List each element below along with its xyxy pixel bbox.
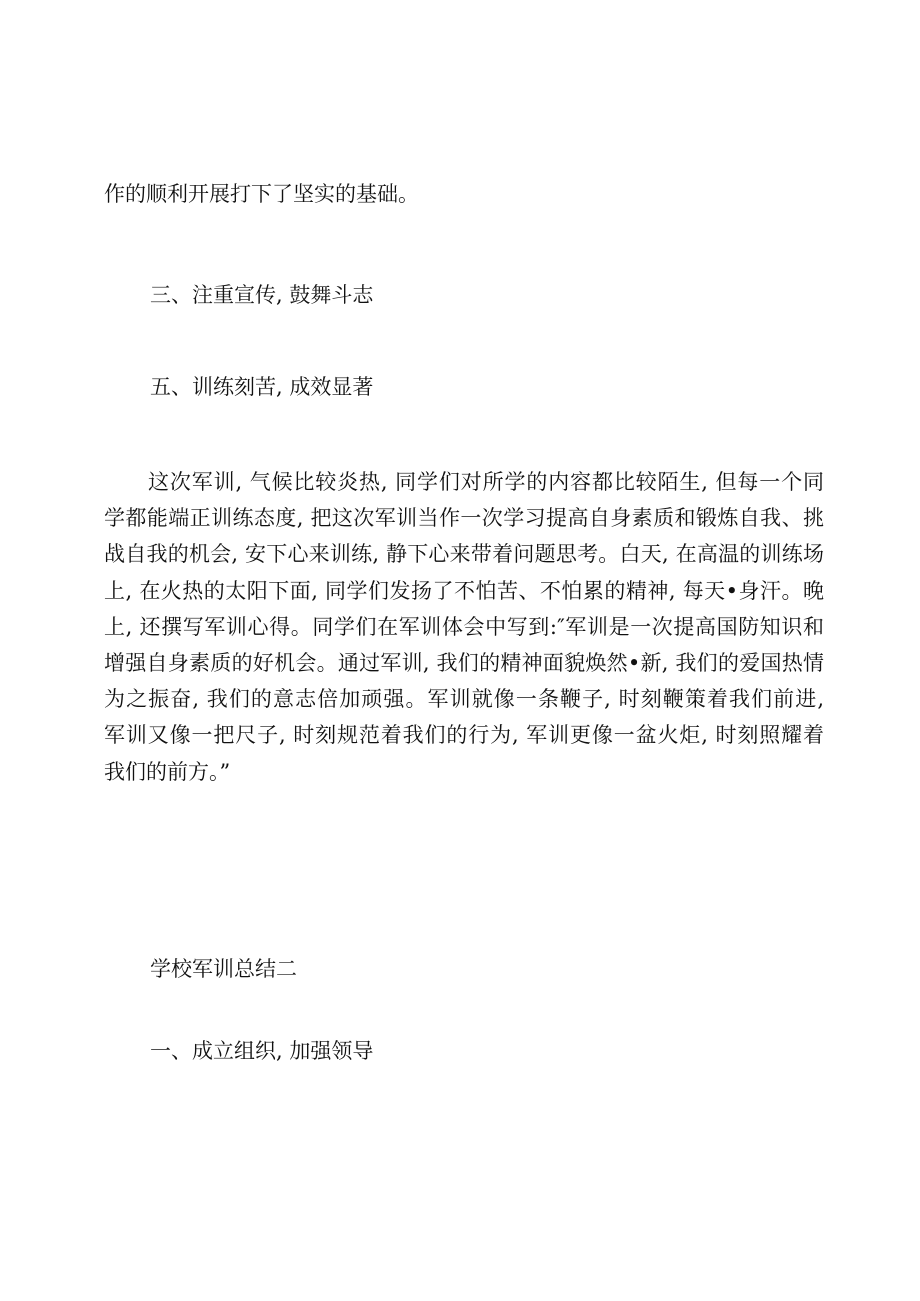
paragraph-line: 上, 还撰写军训心得。同学们在军训体会中写到:″军训是一次提高国防知识和: [104, 614, 824, 639]
paragraph-line: 增强自身素质的好机会。通过军训, 我们的精神面貌焕然•新, 我们的爱国热情: [104, 650, 824, 675]
paragraph-line: 军训又像一把尺子, 时刻规范着我们的行为, 军训更像一盆火炬, 时刻照耀着: [104, 723, 824, 748]
paragraph-line: 我们的前方。”: [104, 759, 231, 784]
paragraph-line: 为之振奋, 我们的意志倍加顽强。军训就像一条鞭子, 时刻鞭策着我们前进,: [104, 687, 824, 712]
paragraph-line: 上, 在火热的太阳下面, 同学们发扬了不怕苦、不怕累的精神, 每天•身汗。晚: [104, 578, 824, 603]
section-heading-3: 三、注重宣传, 鼓舞斗志: [150, 283, 374, 307]
section-title: 学校军训总结二: [150, 957, 297, 981]
paragraph-line: 这次军训, 气候比较炎热, 同学们对所学的内容都比较陌生, 但每一个同: [148, 470, 824, 494]
continuation-line: 作的顺利开展打下了坚实的基础。: [104, 182, 419, 206]
section-heading-1: 一、成立组织, 加强领导: [150, 1039, 374, 1063]
paragraph-line: 战自我的机会, 安下心来训练, 静下心来带着问题思考。白天, 在高温的训练场: [104, 542, 824, 567]
body-paragraph: [104, 464, 824, 790]
section-heading-5: 五、训练刻苦, 成效显著: [150, 375, 374, 399]
paragraph-line: 学都能端正训练态度, 把这次军训当作一次学习提高自身素质和锻炼自我、挑: [104, 506, 824, 531]
